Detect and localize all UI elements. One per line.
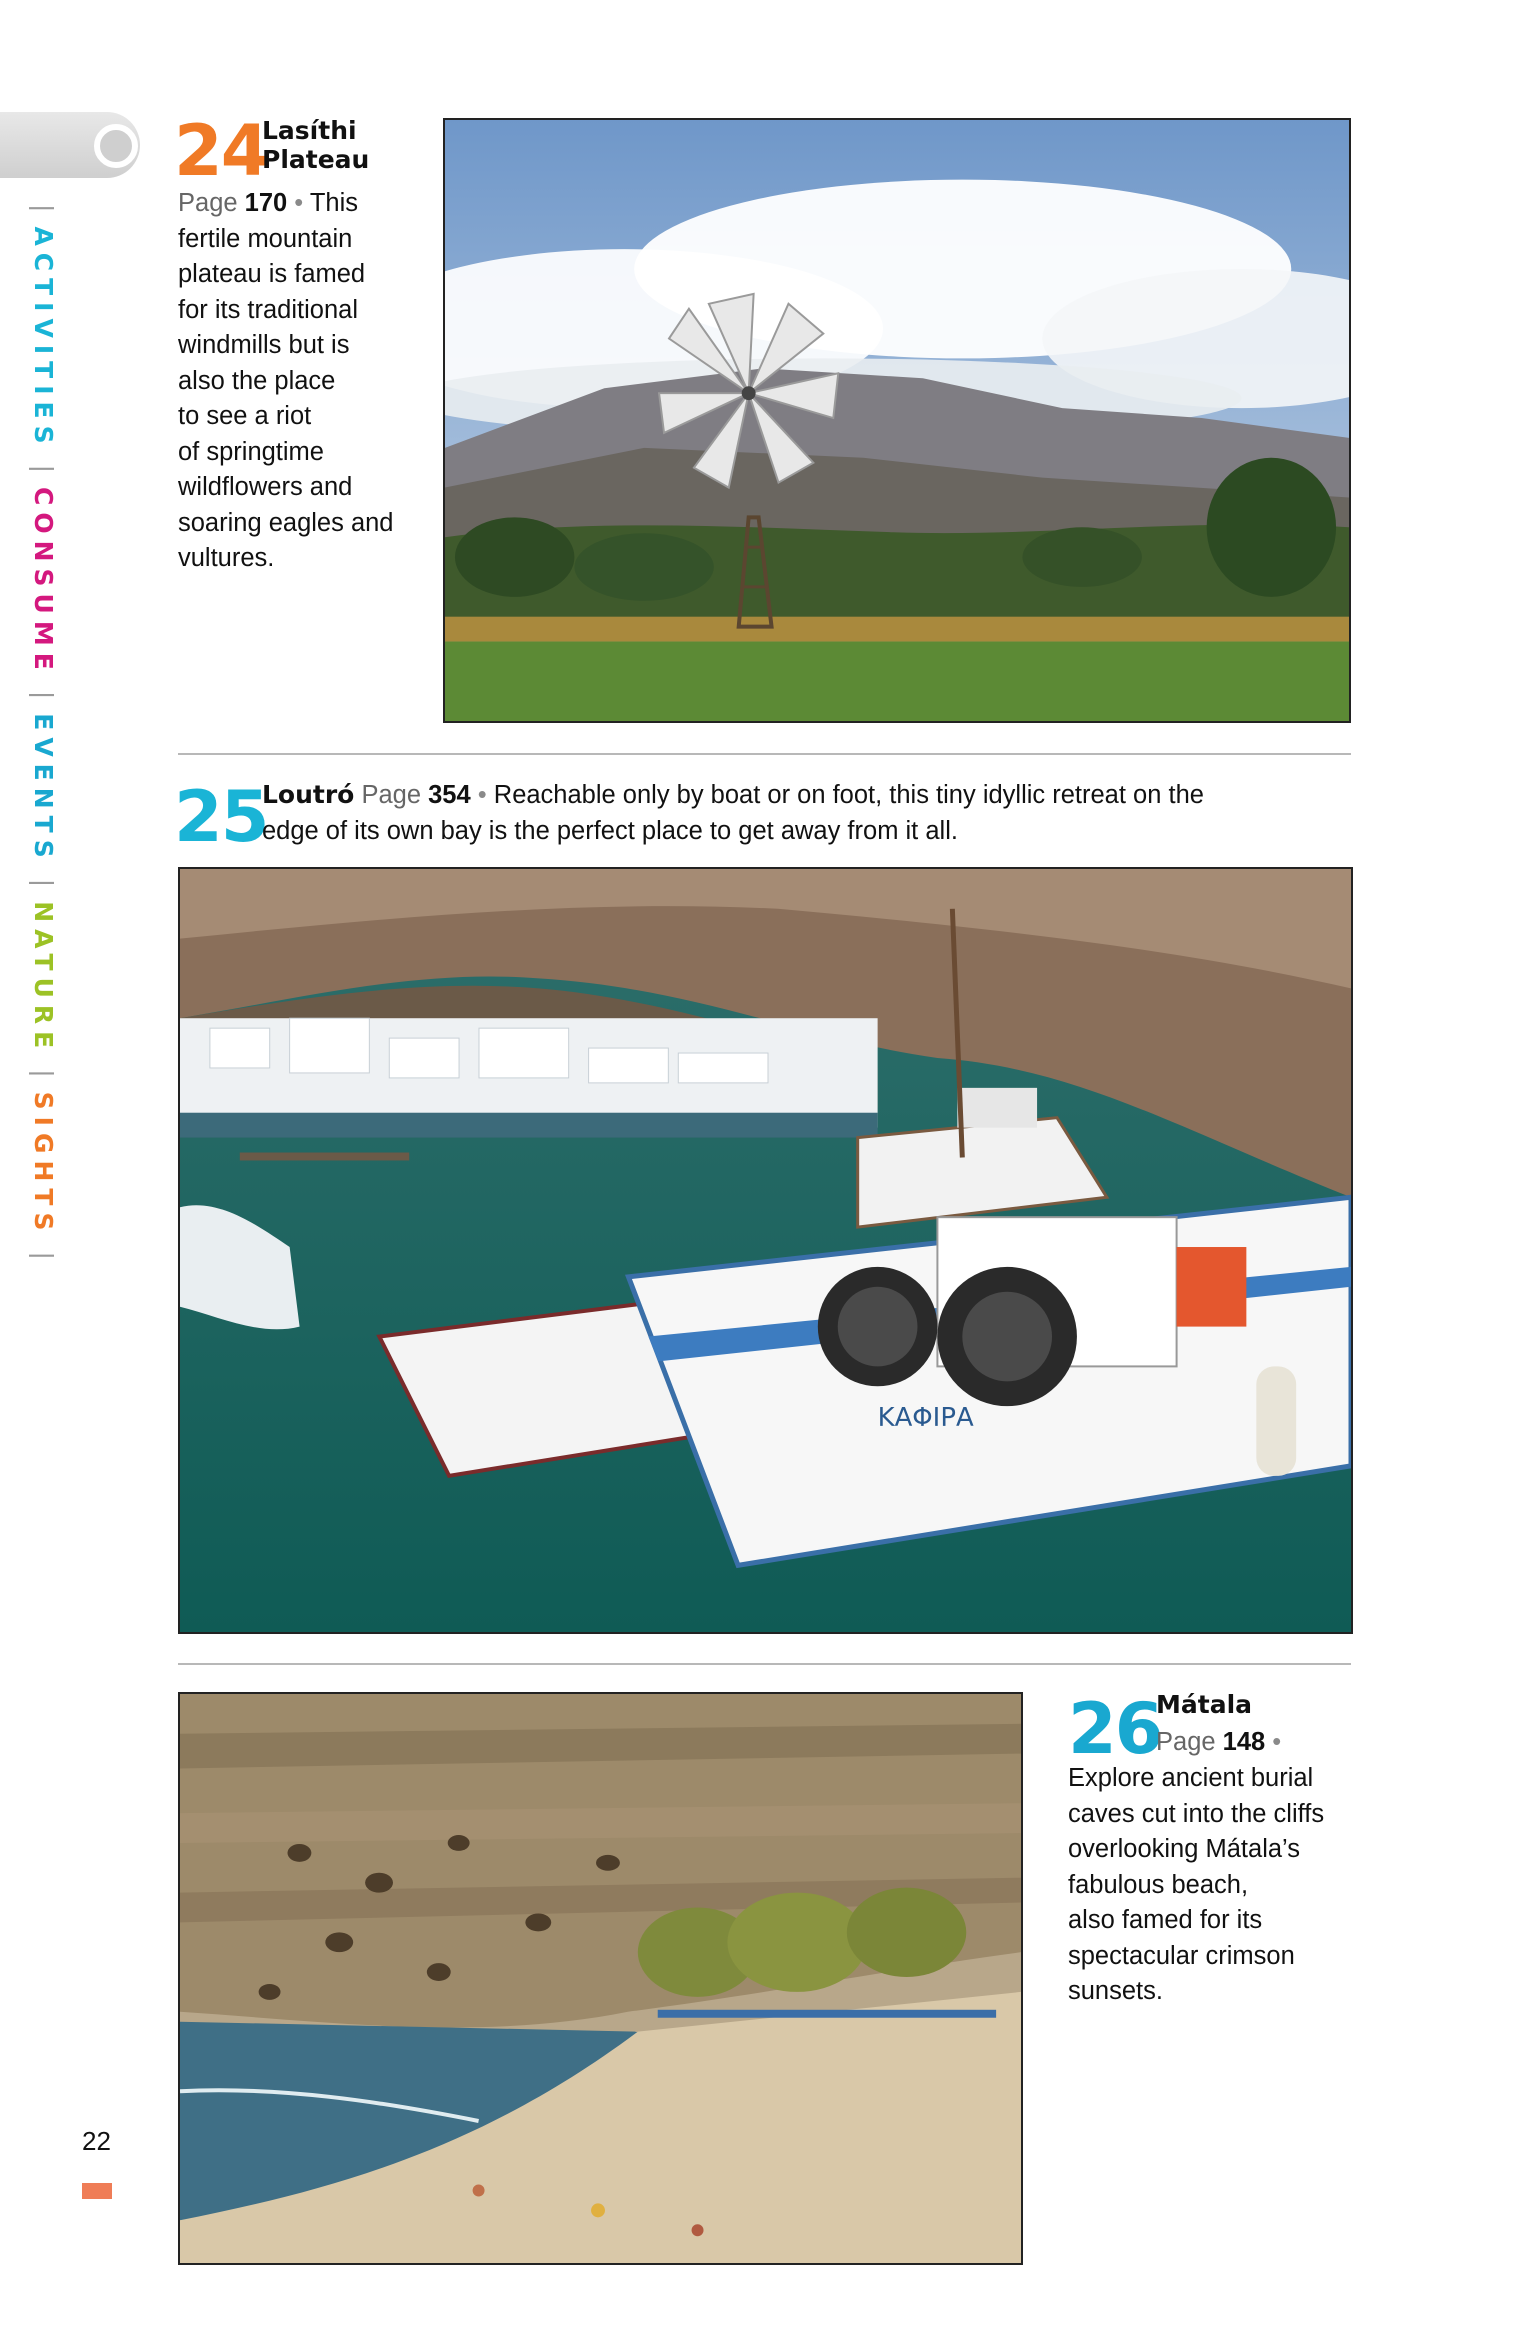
cliff-beach-photo	[178, 1692, 1023, 2265]
entry-title-line: Plateau	[262, 145, 370, 174]
page-marker	[82, 2183, 112, 2199]
page-number: 170	[244, 189, 288, 217]
bullet: •	[1272, 1728, 1282, 1756]
boat-lettering: ΚΑΦΙΡΑ	[877, 1403, 974, 1434]
bullet: •	[477, 781, 487, 809]
description-line: to see a riot	[178, 402, 312, 430]
description-line: caves cut into the cliffs	[1068, 1799, 1325, 1828]
description-line: vultures.	[178, 544, 275, 572]
nav-item-nature[interactable]: NATURE	[29, 901, 58, 1056]
entry-title	[262, 116, 369, 174]
entry-number: 24	[174, 110, 268, 192]
side-nav	[25, 190, 61, 1274]
entry-description	[178, 186, 428, 577]
entry-title-line: Lasíthi	[262, 116, 357, 145]
section-divider	[178, 753, 1351, 755]
nav-item-events[interactable]: EVENTS	[29, 713, 58, 865]
description-line: overlooking Mátala’s	[1068, 1835, 1300, 1863]
description-line: edge of its own bay is the perfect place to get away from it all.	[262, 816, 958, 845]
description-line: spectacular crimson	[1068, 1941, 1295, 1970]
description-line: Reachable only by boat or on foot, this tiny idyllic retreat on the	[493, 781, 1204, 809]
page-number: 354	[428, 781, 471, 809]
page-number: 148	[1222, 1728, 1266, 1756]
description-line: soaring eagles and	[178, 508, 394, 537]
entry-description	[1068, 1761, 1358, 2010]
description-line: plateau is famed	[178, 260, 366, 288]
description-line: windmills but is	[178, 331, 350, 359]
description-line: also the place	[178, 366, 336, 395]
description-line: sunsets.	[1068, 1977, 1163, 2005]
windmill-photo	[443, 118, 1351, 723]
page-label: Page	[361, 781, 422, 809]
nav-separator: |	[29, 1069, 58, 1078]
description-line: of springtime	[178, 437, 324, 466]
description-line: fertile mountain	[178, 224, 353, 253]
description-line: also famed for its	[1068, 1906, 1263, 1934]
page-label: Page	[1156, 1728, 1216, 1756]
nav-separator: |	[29, 1251, 58, 1260]
description-line: This	[309, 189, 359, 217]
section-divider	[178, 1663, 1351, 1665]
nav-separator: |	[29, 878, 58, 888]
description-line: wildflowers and	[178, 473, 353, 501]
page-label: Page	[178, 189, 238, 217]
description-line: for its traditional	[178, 295, 358, 324]
description-line: fabulous beach,	[1068, 1870, 1249, 1899]
bullet: •	[294, 189, 304, 217]
entry-number: 25	[174, 776, 268, 858]
entry-number: 26	[1068, 1688, 1162, 1770]
nav-separator: |	[29, 464, 58, 474]
page-number-footer: 22	[82, 2126, 111, 2156]
description-line: Explore ancient burial	[1068, 1764, 1314, 1792]
harbour-boats-photo	[178, 867, 1353, 1634]
entry-description	[262, 778, 1357, 849]
nav-separator: |	[29, 690, 58, 700]
entry-page-ref	[1156, 1725, 1281, 1761]
nav-item-activities[interactable]: ACTIVITIES	[29, 226, 58, 451]
entry-title: Mátala	[1156, 1690, 1253, 1719]
circle-icon	[94, 124, 138, 168]
nav-item-sights[interactable]: SIGHTS	[29, 1091, 58, 1238]
nav-item-consume[interactable]: CONSUME	[29, 487, 58, 677]
entry-title: Loutró	[262, 780, 355, 809]
nav-separator: |	[29, 204, 58, 213]
